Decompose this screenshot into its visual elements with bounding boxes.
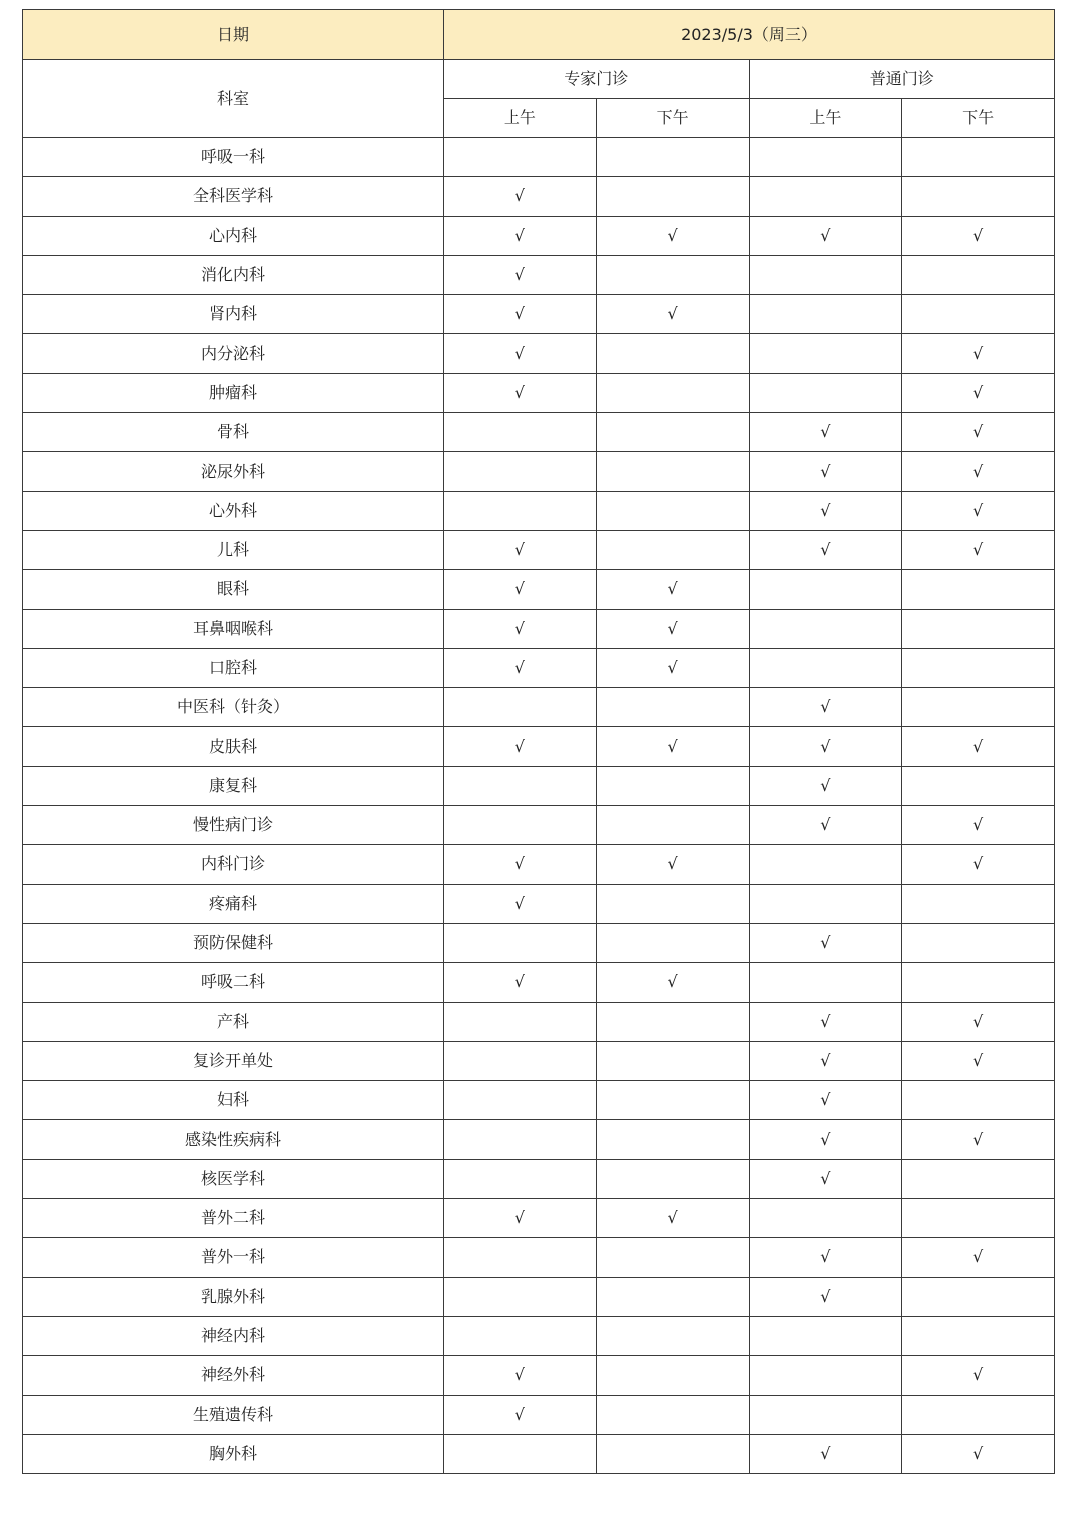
general-morning-cell: √	[749, 1159, 902, 1198]
expert-morning-cell	[444, 1434, 597, 1473]
department-name: 肿瘤科	[23, 373, 444, 412]
department-name: 呼吸一科	[23, 138, 444, 177]
expert-morning-cell: √	[444, 177, 597, 216]
general-afternoon-cell: √	[902, 845, 1055, 884]
date-value: 2023/5/3（周三）	[444, 10, 1055, 60]
department-row	[23, 177, 1055, 216]
department-name: 康复科	[23, 766, 444, 805]
expert-afternoon-cell	[596, 1120, 749, 1159]
date-header-row	[23, 10, 1055, 60]
expert-afternoon-cell	[596, 373, 749, 412]
department-row	[23, 255, 1055, 294]
department-row	[23, 1159, 1055, 1198]
general-afternoon-cell: √	[902, 216, 1055, 255]
department-row	[23, 413, 1055, 452]
department-row	[23, 491, 1055, 530]
department-row	[23, 1041, 1055, 1080]
department-name: 口腔科	[23, 648, 444, 687]
expert-afternoon-cell	[596, 1277, 749, 1316]
department-name: 核医学科	[23, 1159, 444, 1198]
general-morning-cell: √	[749, 452, 902, 491]
general-afternoon-cell: √	[902, 727, 1055, 766]
department-name: 妇科	[23, 1081, 444, 1120]
expert-afternoon-cell	[596, 688, 749, 727]
department-row	[23, 216, 1055, 255]
expert-afternoon-cell: √	[596, 570, 749, 609]
schedule-body	[23, 138, 1055, 1474]
general-morning-cell	[749, 1316, 902, 1355]
general-morning-cell	[749, 884, 902, 923]
general-afternoon-cell: √	[902, 373, 1055, 412]
department-name: 生殖遗传科	[23, 1395, 444, 1434]
general-afternoon-cell	[902, 884, 1055, 923]
general-afternoon-cell	[902, 570, 1055, 609]
department-row	[23, 1395, 1055, 1434]
expert-morning-cell: √	[444, 570, 597, 609]
general-morning-cell	[749, 609, 902, 648]
department-name: 神经内科	[23, 1316, 444, 1355]
general-morning-cell	[749, 1395, 902, 1434]
expert-morning-cell	[444, 1277, 597, 1316]
department-row	[23, 923, 1055, 962]
general-morning-cell	[749, 648, 902, 687]
expert-morning-cell: √	[444, 727, 597, 766]
expert-afternoon-cell	[596, 1081, 749, 1120]
general-morning-cell: √	[749, 727, 902, 766]
department-name: 胸外科	[23, 1434, 444, 1473]
department-name: 产科	[23, 1002, 444, 1041]
general-morning-cell	[749, 373, 902, 412]
general-morning-cell	[749, 1356, 902, 1395]
general-morning-cell: √	[749, 1434, 902, 1473]
department-label: 科室	[23, 60, 444, 138]
department-name: 心内科	[23, 216, 444, 255]
expert-afternoon-cell	[596, 766, 749, 805]
general-afternoon-cell: √	[902, 452, 1055, 491]
department-row	[23, 570, 1055, 609]
general-morning-cell: √	[749, 491, 902, 530]
expert-morning-cell	[444, 1002, 597, 1041]
expert-afternoon-cell	[596, 491, 749, 530]
expert-morning-cell	[444, 1159, 597, 1198]
department-row	[23, 1120, 1055, 1159]
expert-afternoon-header: 下午	[596, 99, 749, 138]
general-afternoon-cell	[902, 1277, 1055, 1316]
general-afternoon-cell	[902, 295, 1055, 334]
expert-afternoon-cell	[596, 530, 749, 569]
expert-morning-cell	[444, 766, 597, 805]
expert-afternoon-cell	[596, 1395, 749, 1434]
general-morning-cell: √	[749, 530, 902, 569]
schedule-sheet	[22, 9, 1054, 1474]
department-name: 疼痛科	[23, 884, 444, 923]
general-afternoon-cell: √	[902, 413, 1055, 452]
general-afternoon-header: 下午	[902, 99, 1055, 138]
expert-morning-cell: √	[444, 1395, 597, 1434]
expert-morning-cell	[444, 1081, 597, 1120]
expert-afternoon-cell	[596, 884, 749, 923]
general-morning-cell	[749, 138, 902, 177]
general-afternoon-cell	[902, 138, 1055, 177]
department-row	[23, 806, 1055, 845]
expert-morning-cell: √	[444, 609, 597, 648]
department-name: 皮肤科	[23, 727, 444, 766]
clinic-schedule-table	[22, 9, 1055, 1474]
department-name: 感染性疾病科	[23, 1120, 444, 1159]
general-morning-cell: √	[749, 1120, 902, 1159]
general-afternoon-cell	[902, 963, 1055, 1002]
department-row	[23, 1081, 1055, 1120]
department-name: 呼吸二科	[23, 963, 444, 1002]
department-row	[23, 373, 1055, 412]
department-name: 肾内科	[23, 295, 444, 334]
department-name: 普外一科	[23, 1238, 444, 1277]
department-name: 内科门诊	[23, 845, 444, 884]
expert-morning-cell: √	[444, 1199, 597, 1238]
expert-morning-header: 上午	[444, 99, 597, 138]
expert-afternoon-cell: √	[596, 648, 749, 687]
general-afternoon-cell	[902, 1081, 1055, 1120]
expert-afternoon-cell	[596, 1238, 749, 1277]
department-name: 普外二科	[23, 1199, 444, 1238]
department-row	[23, 1277, 1055, 1316]
expert-afternoon-cell: √	[596, 727, 749, 766]
expert-afternoon-cell: √	[596, 1199, 749, 1238]
department-name: 消化内科	[23, 255, 444, 294]
general-morning-cell	[749, 963, 902, 1002]
general-morning-cell: √	[749, 923, 902, 962]
general-afternoon-cell: √	[902, 1434, 1055, 1473]
expert-afternoon-cell: √	[596, 963, 749, 1002]
general-morning-cell: √	[749, 688, 902, 727]
general-morning-cell: √	[749, 766, 902, 805]
general-morning-cell	[749, 845, 902, 884]
department-row	[23, 1316, 1055, 1355]
department-row	[23, 1002, 1055, 1041]
department-row	[23, 884, 1055, 923]
general-morning-cell: √	[749, 806, 902, 845]
expert-afternoon-cell	[596, 923, 749, 962]
department-row	[23, 1434, 1055, 1473]
expert-afternoon-cell	[596, 1356, 749, 1395]
expert-afternoon-cell	[596, 1159, 749, 1198]
general-afternoon-cell: √	[902, 1041, 1055, 1080]
general-afternoon-cell: √	[902, 491, 1055, 530]
expert-morning-cell	[444, 452, 597, 491]
expert-afternoon-cell: √	[596, 845, 749, 884]
expert-morning-cell: √	[444, 255, 597, 294]
general-morning-cell: √	[749, 1002, 902, 1041]
department-row	[23, 688, 1055, 727]
general-morning-cell	[749, 295, 902, 334]
department-name: 预防保健科	[23, 923, 444, 962]
expert-morning-cell	[444, 491, 597, 530]
general-afternoon-cell	[902, 923, 1055, 962]
general-afternoon-cell: √	[902, 334, 1055, 373]
general-afternoon-cell: √	[902, 806, 1055, 845]
department-name: 儿科	[23, 530, 444, 569]
general-afternoon-cell	[902, 255, 1055, 294]
department-name: 复诊开单处	[23, 1041, 444, 1080]
expert-morning-cell: √	[444, 216, 597, 255]
general-morning-cell	[749, 334, 902, 373]
department-name: 慢性病门诊	[23, 806, 444, 845]
general-morning-cell: √	[749, 1081, 902, 1120]
general-afternoon-cell: √	[902, 530, 1055, 569]
department-row	[23, 845, 1055, 884]
general-afternoon-cell: √	[902, 1002, 1055, 1041]
general-morning-cell: √	[749, 1277, 902, 1316]
expert-morning-cell: √	[444, 845, 597, 884]
department-row	[23, 1356, 1055, 1395]
department-row	[23, 609, 1055, 648]
expert-morning-cell: √	[444, 648, 597, 687]
department-row	[23, 1199, 1055, 1238]
general-afternoon-cell	[902, 1199, 1055, 1238]
department-name: 内分泌科	[23, 334, 444, 373]
expert-afternoon-cell	[596, 1002, 749, 1041]
expert-morning-cell: √	[444, 334, 597, 373]
general-afternoon-cell	[902, 1395, 1055, 1434]
date-label: 日期	[23, 10, 444, 60]
department-row	[23, 963, 1055, 1002]
general-morning-cell	[749, 1199, 902, 1238]
department-row	[23, 334, 1055, 373]
expert-clinic-header: 专家门诊	[444, 60, 750, 99]
general-afternoon-cell: √	[902, 1238, 1055, 1277]
general-afternoon-cell	[902, 766, 1055, 805]
department-name: 泌尿外科	[23, 452, 444, 491]
expert-morning-cell: √	[444, 530, 597, 569]
general-afternoon-cell	[902, 688, 1055, 727]
department-row	[23, 138, 1055, 177]
department-name: 骨科	[23, 413, 444, 452]
department-row	[23, 727, 1055, 766]
expert-afternoon-cell	[596, 452, 749, 491]
expert-afternoon-cell	[596, 177, 749, 216]
department-row	[23, 766, 1055, 805]
expert-afternoon-cell	[596, 1434, 749, 1473]
expert-afternoon-cell	[596, 413, 749, 452]
general-afternoon-cell	[902, 609, 1055, 648]
general-morning-cell: √	[749, 216, 902, 255]
expert-morning-cell	[444, 413, 597, 452]
general-clinic-header: 普通门诊	[749, 60, 1055, 99]
expert-afternoon-cell: √	[596, 609, 749, 648]
general-morning-cell	[749, 255, 902, 294]
expert-morning-cell: √	[444, 884, 597, 923]
expert-morning-cell: √	[444, 963, 597, 1002]
department-name: 神经外科	[23, 1356, 444, 1395]
department-row	[23, 530, 1055, 569]
general-afternoon-cell	[902, 177, 1055, 216]
expert-morning-cell	[444, 688, 597, 727]
department-name: 全科医学科	[23, 177, 444, 216]
expert-morning-cell	[444, 1120, 597, 1159]
expert-afternoon-cell	[596, 255, 749, 294]
expert-morning-cell	[444, 923, 597, 962]
expert-afternoon-cell	[596, 1316, 749, 1355]
general-morning-cell: √	[749, 413, 902, 452]
department-name: 乳腺外科	[23, 1277, 444, 1316]
general-afternoon-cell: √	[902, 1356, 1055, 1395]
department-name: 心外科	[23, 491, 444, 530]
general-morning-header: 上午	[749, 99, 902, 138]
expert-morning-cell	[444, 1041, 597, 1080]
general-afternoon-cell	[902, 1159, 1055, 1198]
expert-afternoon-cell: √	[596, 216, 749, 255]
expert-morning-cell: √	[444, 295, 597, 334]
expert-afternoon-cell	[596, 1041, 749, 1080]
department-name: 耳鼻咽喉科	[23, 609, 444, 648]
department-name: 眼科	[23, 570, 444, 609]
department-name: 中医科（针灸）	[23, 688, 444, 727]
general-morning-cell	[749, 177, 902, 216]
expert-morning-cell	[444, 138, 597, 177]
expert-morning-cell: √	[444, 1356, 597, 1395]
expert-afternoon-cell	[596, 334, 749, 373]
clinic-type-row	[23, 60, 1055, 99]
department-row	[23, 1238, 1055, 1277]
general-morning-cell: √	[749, 1041, 902, 1080]
general-afternoon-cell	[902, 1316, 1055, 1355]
department-row	[23, 648, 1055, 687]
expert-afternoon-cell	[596, 138, 749, 177]
expert-morning-cell	[444, 806, 597, 845]
general-afternoon-cell: √	[902, 1120, 1055, 1159]
department-row	[23, 452, 1055, 491]
general-morning-cell: √	[749, 1238, 902, 1277]
expert-morning-cell	[444, 1316, 597, 1355]
general-afternoon-cell	[902, 648, 1055, 687]
expert-morning-cell: √	[444, 373, 597, 412]
department-row	[23, 295, 1055, 334]
general-morning-cell	[749, 570, 902, 609]
expert-afternoon-cell	[596, 806, 749, 845]
expert-afternoon-cell: √	[596, 295, 749, 334]
expert-morning-cell	[444, 1238, 597, 1277]
